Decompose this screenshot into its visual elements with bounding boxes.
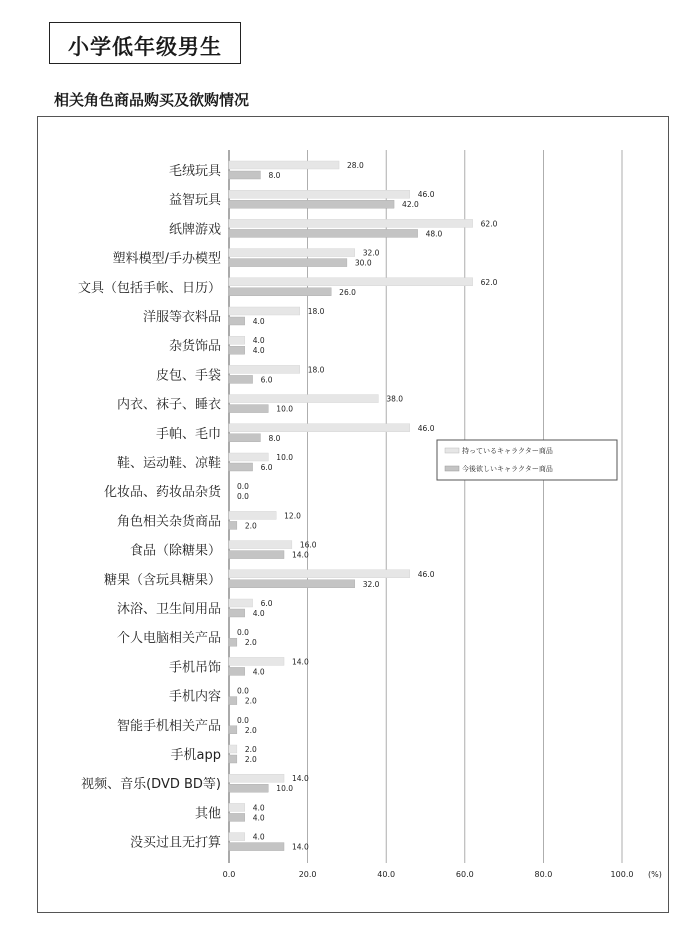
chart-subtitle: 相关角色商品购买及欲购情况 bbox=[54, 91, 250, 109]
legend-label-wanted: 今後欲しいキャラクター商品 bbox=[462, 465, 553, 473]
value-label-owned: 62.0 bbox=[480, 219, 498, 229]
value-label-owned: 0.0 bbox=[237, 715, 249, 725]
value-label-owned: 38.0 bbox=[386, 394, 404, 404]
value-label-owned: 0.0 bbox=[237, 628, 249, 638]
value-label-owned: 4.0 bbox=[252, 832, 265, 842]
legend bbox=[437, 440, 617, 480]
category-label: 塑料模型/手办模型 bbox=[112, 251, 221, 267]
legend-label-owned: 持っているキャラクター商品 bbox=[462, 447, 553, 455]
value-label-owned: 18.0 bbox=[307, 307, 325, 316]
category-label: 文具（包括手帐、日历） bbox=[77, 280, 221, 296]
bar-owned bbox=[229, 453, 268, 461]
bar-owned bbox=[229, 541, 292, 549]
bar-owned bbox=[229, 190, 410, 198]
bar-owned bbox=[229, 803, 245, 811]
category-label: 手帕、毛巾 bbox=[155, 426, 221, 442]
bar-wanted bbox=[229, 843, 284, 851]
page-title: 小学低年级男生 bbox=[68, 35, 222, 59]
x-tick-label: 100.0 bbox=[610, 870, 634, 879]
value-label-wanted: 10.0 bbox=[276, 404, 294, 414]
value-label-owned: 46.0 bbox=[417, 190, 435, 200]
category-label: 个人电脑相关产品 bbox=[116, 631, 221, 647]
legend-box bbox=[437, 440, 617, 480]
category-label: 皮包、手袋 bbox=[155, 368, 221, 384]
category-label: 手机app bbox=[170, 748, 221, 763]
category-label: 糖果（含玩具糖果） bbox=[103, 572, 221, 588]
bar-wanted bbox=[229, 405, 268, 413]
bar-wanted bbox=[229, 171, 260, 179]
category-label: 视频、音乐(DVD BD等) bbox=[81, 777, 221, 793]
category-label: 内衣、袜子、睡衣 bbox=[116, 397, 221, 413]
value-label-owned: 14.0 bbox=[292, 774, 309, 784]
category-label: 没买过且无打算 bbox=[129, 835, 221, 851]
category-label: 鞋、运动鞋、凉鞋 bbox=[116, 456, 221, 471]
bar-owned bbox=[229, 833, 245, 841]
bar-owned bbox=[229, 599, 253, 607]
bar-owned bbox=[229, 365, 300, 373]
value-label-wanted: 4.0 bbox=[252, 317, 265, 326]
value-label-wanted: 14.0 bbox=[292, 550, 309, 560]
value-label-owned: 6.0 bbox=[260, 599, 273, 608]
value-label-owned: 4.0 bbox=[252, 336, 265, 346]
value-label-wanted: 6.0 bbox=[260, 463, 273, 472]
value-label-owned: 4.0 bbox=[252, 803, 265, 813]
bar-wanted bbox=[229, 726, 237, 734]
bars bbox=[229, 161, 473, 851]
x-tick-label: 0.0 bbox=[222, 870, 236, 879]
value-label-wanted: 32.0 bbox=[362, 579, 380, 589]
value-label-wanted: 26.0 bbox=[339, 287, 356, 297]
bar-wanted bbox=[229, 434, 260, 442]
x-tick-label: 60.0 bbox=[455, 870, 474, 879]
value-label-wanted: 4.0 bbox=[252, 667, 265, 677]
labels bbox=[78, 161, 662, 879]
value-label-owned: 2.0 bbox=[244, 745, 257, 754]
value-label-wanted: 4.0 bbox=[252, 813, 265, 823]
value-label-owned: 14.0 bbox=[292, 657, 309, 667]
bar-owned bbox=[229, 570, 410, 578]
value-label-wanted: 8.0 bbox=[268, 433, 281, 443]
category-label: 角色相关杂货商品 bbox=[116, 514, 221, 530]
value-label-owned: 18.0 bbox=[307, 365, 325, 375]
bar-owned bbox=[229, 424, 410, 432]
value-label-owned: 46.0 bbox=[417, 423, 435, 433]
value-label-wanted: 2.0 bbox=[244, 696, 257, 706]
value-label-wanted: 2.0 bbox=[244, 725, 257, 735]
category-label: 化妆品、药妆品杂货 bbox=[103, 485, 221, 501]
bar-owned bbox=[229, 511, 276, 519]
bar-wanted bbox=[229, 784, 268, 792]
bar-wanted bbox=[229, 697, 237, 705]
value-label-owned: 16.0 bbox=[299, 540, 317, 550]
bar-wanted bbox=[229, 667, 245, 675]
bar-wanted bbox=[229, 813, 245, 821]
bar-wanted bbox=[229, 375, 253, 383]
bar-wanted bbox=[229, 317, 245, 325]
bar-owned bbox=[229, 745, 237, 753]
value-label-owned: 0.0 bbox=[237, 482, 249, 492]
bar-owned bbox=[229, 219, 473, 227]
legend-swatch-owned bbox=[445, 448, 459, 453]
bar-wanted bbox=[229, 521, 237, 529]
value-label-wanted: 0.0 bbox=[237, 492, 249, 502]
bar-owned bbox=[229, 249, 355, 257]
grid-lines bbox=[229, 150, 622, 863]
x-tick-label: 40.0 bbox=[377, 870, 396, 879]
x-unit-label: (%) bbox=[648, 870, 662, 879]
bar-owned bbox=[229, 774, 284, 782]
category-label: 杂货饰品 bbox=[168, 339, 221, 355]
value-label-wanted: 30.0 bbox=[354, 258, 372, 268]
value-label-wanted: 14.0 bbox=[292, 842, 309, 852]
category-label: 手机内容 bbox=[168, 689, 221, 705]
bar-wanted bbox=[229, 580, 355, 588]
x-tick-label: 20.0 bbox=[298, 870, 317, 879]
value-label-owned: 62.0 bbox=[480, 277, 498, 287]
category-label: 手机吊饰 bbox=[168, 660, 221, 676]
bar-owned bbox=[229, 278, 473, 286]
bar-wanted bbox=[229, 200, 394, 208]
bar-wanted bbox=[229, 463, 253, 471]
bar-wanted bbox=[229, 609, 245, 617]
bar-owned bbox=[229, 657, 284, 665]
bar-owned bbox=[229, 336, 245, 344]
bar-wanted bbox=[229, 755, 237, 763]
bar-wanted bbox=[229, 229, 418, 237]
category-label: 益智玩具 bbox=[168, 193, 221, 209]
value-label-wanted: 2.0 bbox=[244, 638, 257, 648]
bar-owned bbox=[229, 395, 378, 403]
bar-wanted bbox=[229, 551, 284, 559]
value-label-owned: 46.0 bbox=[417, 569, 435, 579]
bar-owned bbox=[229, 307, 300, 315]
value-label-wanted: 4.0 bbox=[252, 346, 265, 356]
value-label-owned: 12.0 bbox=[284, 511, 301, 521]
value-label-wanted: 48.0 bbox=[425, 229, 443, 239]
legend-swatch-wanted bbox=[445, 466, 459, 471]
bar-wanted bbox=[229, 346, 245, 354]
bar-wanted bbox=[229, 259, 347, 267]
value-label-owned: 10.0 bbox=[276, 453, 294, 462]
value-label-wanted: 4.0 bbox=[252, 609, 265, 618]
value-label-wanted: 2.0 bbox=[244, 755, 257, 764]
category-label: 沐浴、卫生间用品 bbox=[116, 602, 221, 617]
value-label-owned: 0.0 bbox=[237, 686, 249, 696]
bar-owned bbox=[229, 161, 339, 169]
value-label-wanted: 42.0 bbox=[402, 200, 419, 210]
bar-wanted bbox=[229, 288, 331, 296]
value-label-owned: 32.0 bbox=[362, 248, 380, 258]
category-label: 毛绒玩具 bbox=[168, 164, 221, 179]
category-label: 纸牌游戏 bbox=[168, 222, 221, 238]
bar-wanted bbox=[229, 638, 237, 646]
category-label: 其他 bbox=[194, 806, 221, 822]
category-label: 洋服等衣料品 bbox=[142, 310, 221, 325]
value-label-wanted: 8.0 bbox=[268, 171, 281, 180]
category-label: 智能手机相关产品 bbox=[116, 718, 221, 734]
value-label-owned: 28.0 bbox=[347, 161, 364, 170]
value-label-wanted: 10.0 bbox=[276, 784, 294, 794]
value-label-wanted: 2.0 bbox=[244, 521, 257, 531]
category-label: 食品（除糖果） bbox=[129, 543, 221, 559]
x-tick-label: 80.0 bbox=[534, 870, 553, 879]
value-label-wanted: 6.0 bbox=[260, 375, 273, 385]
